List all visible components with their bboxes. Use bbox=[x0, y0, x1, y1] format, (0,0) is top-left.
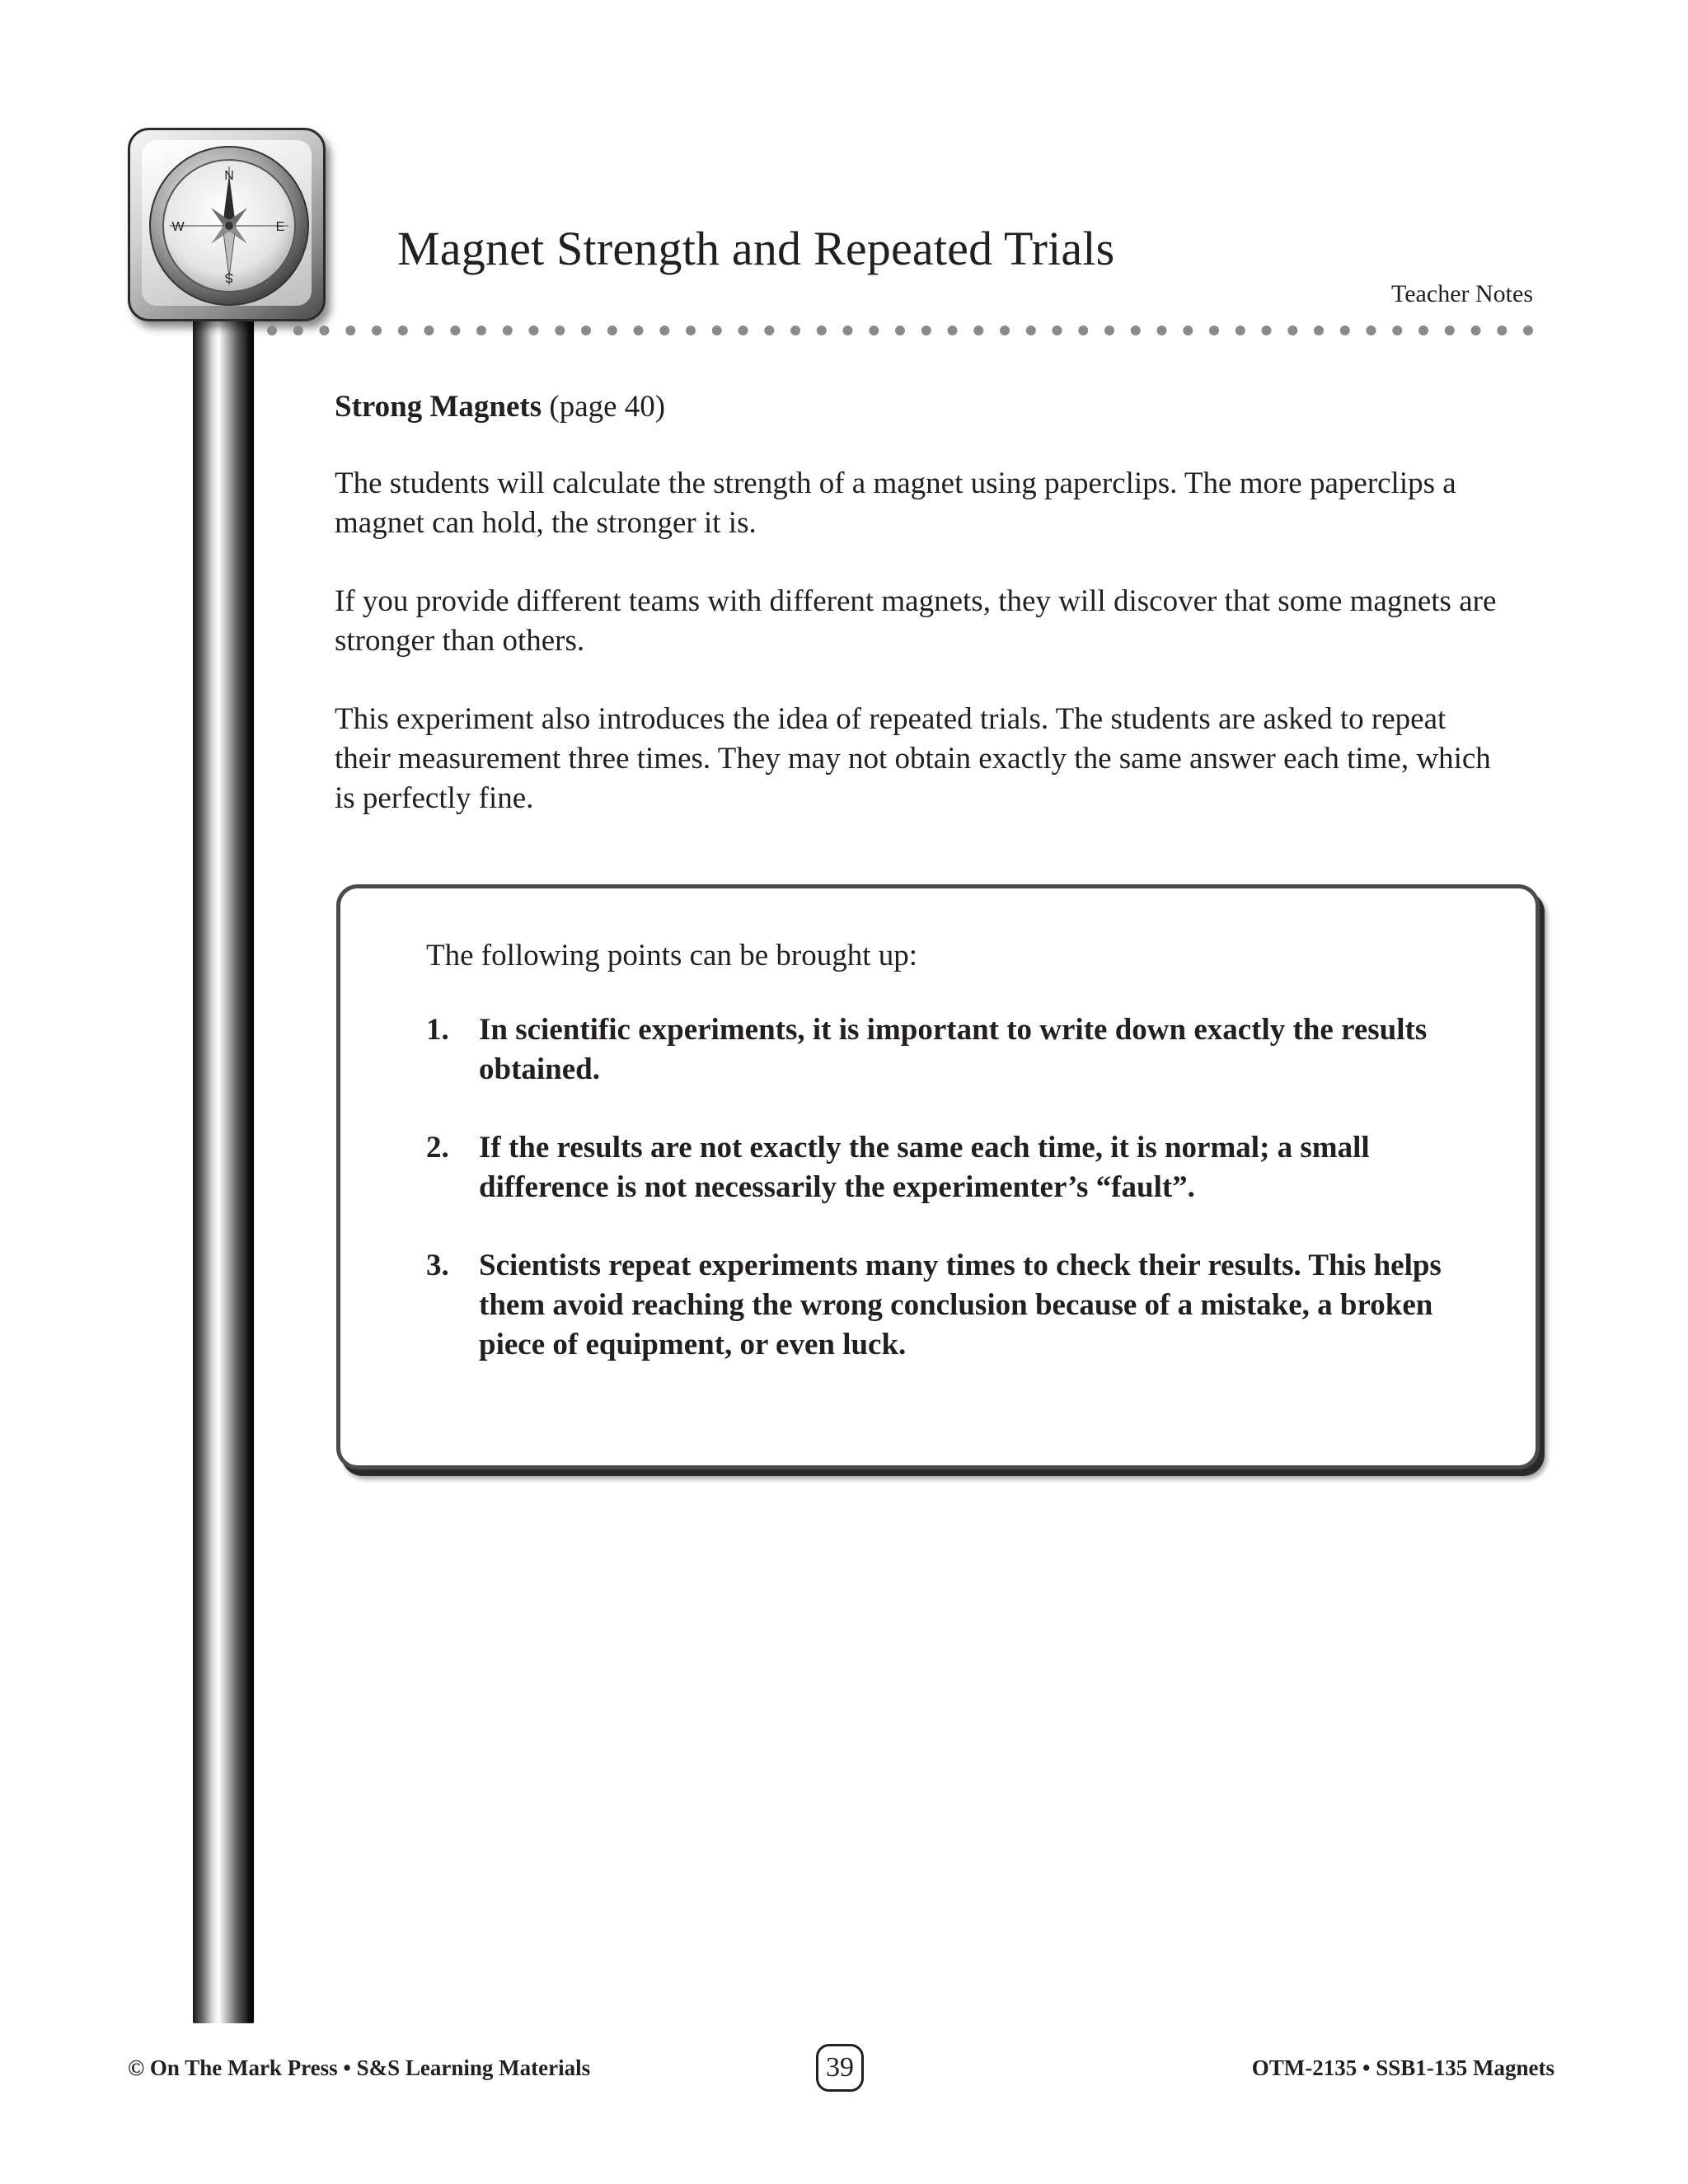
divider-dot bbox=[1236, 326, 1245, 335]
divider-dot bbox=[607, 326, 617, 335]
discussion-points-box bbox=[336, 884, 1540, 1469]
section-page-reference: (page 40) bbox=[549, 390, 666, 424]
section-heading bbox=[335, 387, 1505, 427]
divider-dot bbox=[1287, 326, 1297, 335]
divider-dot bbox=[476, 326, 486, 335]
footer-product-code: OTM-2135 • SSB1-135 Magnets bbox=[1251, 2055, 1554, 2080]
divider-dot bbox=[790, 326, 800, 335]
divider-dot bbox=[1262, 326, 1272, 335]
divider-dot bbox=[345, 326, 355, 335]
page-subtitle: Teacher Notes bbox=[1391, 280, 1533, 307]
footer-publisher: © On The Mark Press • S&S Learning Materials bbox=[128, 2055, 591, 2080]
divider-dot bbox=[948, 326, 958, 335]
divider-dot bbox=[581, 326, 591, 335]
compass-west-label: W bbox=[171, 220, 185, 234]
divider-dot bbox=[1183, 326, 1193, 335]
divider-dot bbox=[293, 326, 303, 335]
divider-dot bbox=[1026, 326, 1036, 335]
divider-dot bbox=[973, 326, 983, 335]
divider-dot bbox=[817, 326, 827, 335]
list-item bbox=[426, 1010, 1498, 1090]
page-number: 39 bbox=[816, 2044, 864, 2092]
page-title: Magnet Strength and Repeated Trials bbox=[397, 222, 1115, 275]
divider-dot bbox=[1367, 326, 1376, 335]
divider-dot bbox=[738, 326, 748, 335]
divider-dot bbox=[712, 326, 722, 335]
list-item bbox=[426, 1128, 1498, 1207]
list-item-number: 3. bbox=[426, 1249, 449, 1282]
decorative-pole bbox=[193, 313, 254, 2023]
divider-dot bbox=[372, 326, 382, 335]
list-item bbox=[426, 1246, 1498, 1365]
divider-dot bbox=[450, 326, 460, 335]
divider-dot bbox=[686, 326, 696, 335]
divider-dot bbox=[1000, 326, 1010, 335]
pole-shadow bbox=[247, 313, 256, 2023]
section-heading-title: Strong Magnets bbox=[335, 390, 542, 424]
divider-dot bbox=[1314, 326, 1324, 335]
divider-dot bbox=[1445, 326, 1455, 335]
discussion-points-list bbox=[426, 1010, 1498, 1404]
divider-dot bbox=[659, 326, 669, 335]
compass-east-label: E bbox=[275, 220, 285, 234]
divider-dot bbox=[424, 326, 434, 335]
divider-dot bbox=[869, 326, 879, 335]
divider-dot bbox=[843, 326, 853, 335]
divider-dot bbox=[895, 326, 905, 335]
compass-north-label: N bbox=[224, 169, 234, 183]
divider-dot bbox=[555, 326, 565, 335]
divider-dot bbox=[1053, 326, 1062, 335]
compass-badge bbox=[128, 128, 326, 321]
compass-icon bbox=[145, 142, 313, 310]
divider-dot bbox=[320, 326, 330, 335]
divider-dot bbox=[1418, 326, 1428, 335]
divider-dot bbox=[1131, 326, 1141, 335]
divider-dot bbox=[1392, 326, 1402, 335]
paragraph: This experiment also introduces the idea of repeated trials. The students are asked to repeat their measurement three times. They may not obtain exactly the same answer each time, which is perfectly fine. bbox=[335, 702, 1491, 815]
list-item-number: 1. bbox=[426, 1013, 449, 1047]
paragraph: If you provide different teams with different magnets, they will discover that some magnets are stronger than others. bbox=[335, 584, 1497, 658]
divider-dot bbox=[1209, 326, 1219, 335]
divider-dot bbox=[267, 326, 277, 335]
divider-dot bbox=[398, 326, 408, 335]
divider-dot bbox=[921, 326, 931, 335]
divider-dot bbox=[1104, 326, 1114, 335]
divider-dot bbox=[1078, 326, 1088, 335]
divider-dot bbox=[764, 326, 774, 335]
divider-dot bbox=[1471, 326, 1481, 335]
divider-dot bbox=[503, 326, 513, 335]
list-item-text: Scientists repeat experiments many times to check their results. This helps them avoid reaching the wrong conclusion because of a mistake, a broken piece of equipment, or even luck. bbox=[479, 1249, 1442, 1361]
box-intro: The following points can be brought up: bbox=[426, 939, 918, 972]
divider-dot bbox=[1523, 326, 1533, 335]
divider-dot bbox=[529, 326, 539, 335]
list-item-text: In scientific experiments, it is important to write down exactly the results obtained. bbox=[479, 1013, 1428, 1086]
list-item-number: 2. bbox=[426, 1131, 449, 1165]
list-item-text: If the results are not exactly the same each time, it is normal; a small difference is not necessarily the experimenter’s “fault”. bbox=[479, 1131, 1370, 1204]
divider-dot bbox=[1340, 326, 1350, 335]
compass-south-label: S bbox=[224, 270, 234, 284]
dotted-divider bbox=[265, 323, 1535, 338]
divider-dot bbox=[1157, 326, 1167, 335]
paragraph: The students will calculate the strength of a magnet using paperclips. The more paperclips a magnet can hold, the stronger it is. bbox=[335, 466, 1456, 540]
divider-dot bbox=[1497, 326, 1507, 335]
divider-dot bbox=[634, 326, 644, 335]
